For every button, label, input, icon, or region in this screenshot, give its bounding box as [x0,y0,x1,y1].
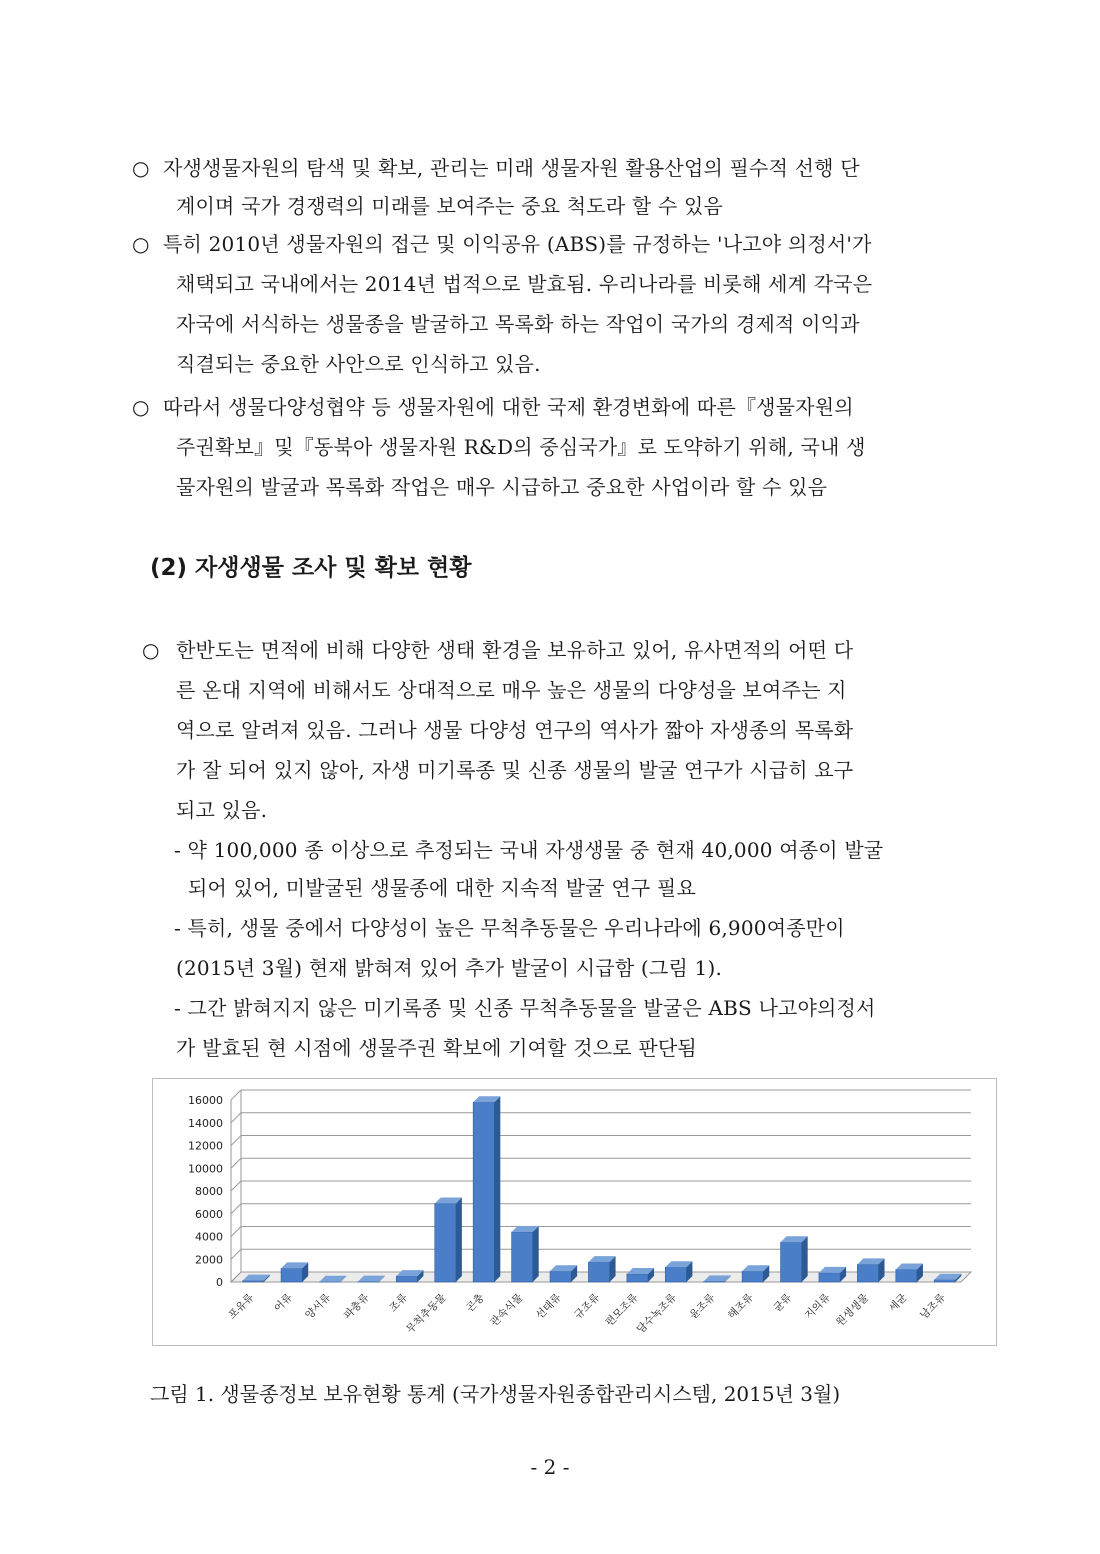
grid-layer [231,1090,971,1282]
bar [819,1273,840,1282]
bar [243,1281,264,1282]
bullet-symbol: ○ [132,395,150,419]
text-line: - 그간 밝혀지지 않은 미기록종 및 신종 무척추동물을 발굴은 ABS 나고야의정서 [174,996,876,1020]
x-tick-label: 편모조류 [603,1291,641,1329]
y-tick-label: 0 [216,1276,223,1289]
bar [742,1271,763,1282]
bar-side [456,1198,462,1282]
x-tick-label: 규조류 [572,1291,603,1322]
section-heading: (2) 자생생물 조사 및 확보 현황 [150,555,472,581]
x-tick-label: 담수녹조류 [634,1291,679,1336]
x-tick-label: 세균 [886,1291,910,1315]
gridline [231,1090,241,1100]
y-tick-label: 2000 [195,1253,223,1267]
x-axis [226,1291,948,1336]
bar-side [802,1236,808,1282]
bar-side [494,1096,500,1282]
y-tick-label: 16000 [188,1094,223,1107]
bar [588,1262,609,1282]
gridline [231,1181,241,1191]
y-axis [188,1094,223,1289]
x-tick-label: 남조류 [917,1291,948,1322]
y-tick-label: 12000 [188,1139,223,1153]
y-tick-label: 14000 [188,1116,223,1130]
x-tick-label: 선태류 [533,1291,564,1322]
y-tick-label: 6000 [195,1207,223,1221]
bar [627,1274,648,1282]
bullet-symbol: ○ [142,638,160,662]
x-tick-label: 원생생물 [833,1291,872,1329]
text-line: 한반도는 면적에 비해 다양한 생태 환경을 보유하고 있어, 유사면적의 어떤 다 [176,638,854,662]
x-tick-label: 윤조류 [687,1291,718,1322]
y-tick-label: 8000 [195,1185,223,1198]
page-number: - 2 - [530,1455,570,1479]
bar [473,1102,494,1282]
bar [281,1268,302,1282]
bar [665,1267,686,1282]
text-line: 가 잘 되어 있지 않아, 자생 미기록종 및 신종 생물의 발굴 연구가 시급히 요구 [176,758,854,782]
x-tick-label: 파충류 [341,1291,372,1322]
x-tick-label: 무척추동물 [404,1291,449,1336]
bar [896,1269,917,1282]
bar [934,1280,955,1282]
text-line: 따라서 생물다양성협약 등 생물자원에 대한 국제 환경변화에 따른『생물자원의 [163,395,854,419]
x-tick-label: 균류 [771,1291,795,1315]
bar [435,1204,456,1282]
bar [857,1264,878,1282]
bar [704,1281,725,1282]
text-line: 특히 2010년 생물자원의 접근 및 이익공유 (ABS)를 규정하는 '나고야 의정서'가 [163,232,872,256]
gridline [231,1158,241,1168]
bar-series [243,1096,962,1282]
text-line: 직결되는 중요한 사안으로 인식하고 있음. [176,352,541,376]
text-line: (2015년 3월) 현재 밝혀져 있어 추가 발굴이 시급함 (그림 1). [176,956,723,980]
x-tick-label: 어류 [271,1291,295,1315]
text-line: 채택되고 국내에서는 2014년 법적으로 발효됨. 우리나라를 비롯해 세계 각국은 [176,272,873,296]
bar-side [533,1226,539,1282]
bar [512,1232,533,1282]
y-tick-label: 4000 [195,1230,223,1244]
bar [781,1242,802,1282]
text-line: 주권확보』및『동북아 생물자원 R&D의 중심국가』로 도약하기 위해, 국내 생 [176,435,866,459]
text-line: 물자원의 발굴과 목록화 작업은 매우 시급하고 중요한 사업이라 할 수 있음 [176,475,828,499]
text-line: 역으로 알려져 있음. 그러나 생물 다양성 연구의 역사가 짧아 자생종의 목록화 [176,718,854,742]
text-line: 가 발효된 현 시점에 생물주권 확보에 기여할 것으로 판단됨 [176,1036,697,1060]
species-bar-chart [152,1078,997,1346]
text-line: 되고 있음. [176,798,268,822]
x-tick-label: 해조류 [725,1291,756,1322]
gridline [231,1227,241,1237]
x-tick-label: 지의류 [802,1291,833,1322]
bar [396,1276,417,1282]
text-line: 되어 있어, 미발굴된 생물종에 대한 지속적 발굴 연구 필요 [188,876,696,900]
text-line: 계이며 국가 경쟁력의 미래를 보여주는 중요 척도라 할 수 있음 [176,194,724,218]
bullet-symbol: ○ [132,156,150,180]
text-line: 자국에 서식하는 생물종을 발굴하고 목록화 하는 작업이 국가의 경제적 이익과 [176,312,860,336]
chart-svg [153,1079,996,1345]
text-line: 자생생물자원의 탐색 및 확보, 관리는 미래 생물자원 활용산업의 필수적 선행 단 [163,156,860,180]
text-line: - 특히, 생물 중에서 다양성이 높은 무척추동물은 우리나라에 6,900여종만이 [174,916,845,940]
x-tick-label: 포유류 [226,1291,257,1322]
text-line: - 약 100,000 종 이상으로 추정되는 국내 자생생물 중 현재 40,000 여종이 발굴 [174,838,884,862]
x-tick-label: 관속식물 [488,1291,526,1329]
gridline [231,1249,241,1259]
gridline [231,1136,241,1146]
text-line: 른 온대 지역에 비해서도 상대적으로 매우 높은 생물의 다양성을 보여주는 지 [176,678,847,702]
y-tick-label: 10000 [188,1162,223,1176]
figure-caption: 그림 1. 생물종정보 보유현황 통계 (국가생물자원종합관리시스템, 2015년 3월) [150,1382,841,1406]
gridline [231,1113,241,1123]
x-tick-label: 양서류 [303,1291,334,1322]
x-tick-label: 곤충 [464,1291,487,1315]
bar [550,1271,571,1282]
bullet-symbol: ○ [132,232,150,256]
gridline [231,1204,241,1214]
x-tick-label: 조류 [387,1291,411,1315]
